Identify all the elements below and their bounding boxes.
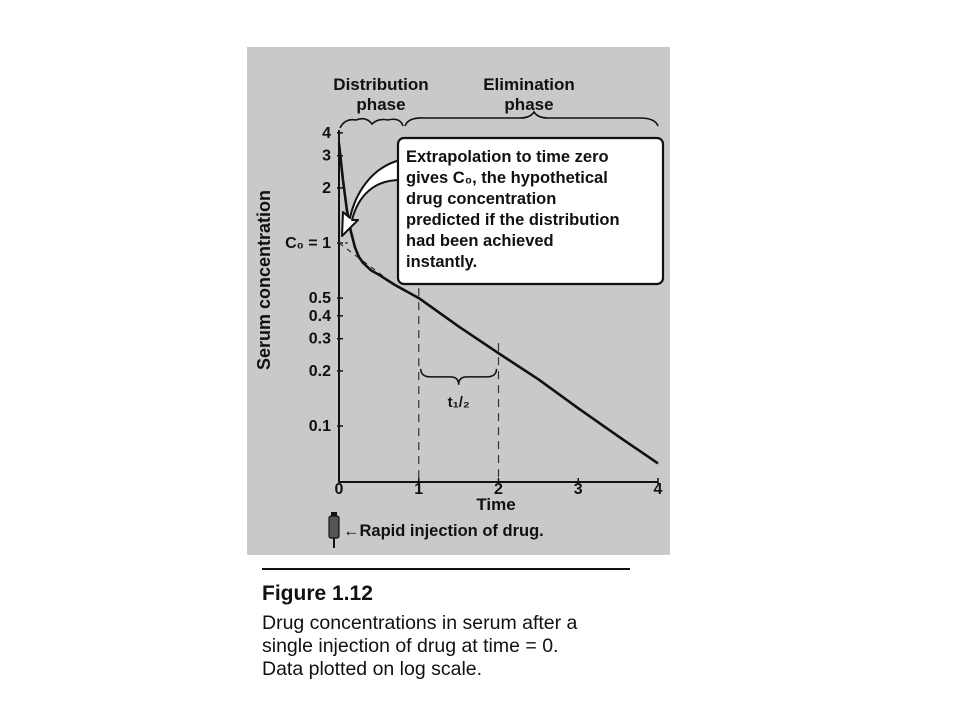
figure-title: Figure 1.12 [262,582,373,605]
callout-text-line: had been achieved [406,232,554,250]
x-tick-label: 0 [334,481,344,498]
injection-label: ←Rapid injection of drug. [343,522,544,540]
distribution-phase-label-2: phase [356,95,406,114]
y-tick-label: 0.3 [308,330,331,348]
x-tick-label: 4 [653,481,663,498]
y-tick-label: 0.5 [308,290,331,308]
syringe-barrel-icon [329,516,339,538]
y-tick-label: 0.1 [308,418,331,435]
callout-text-line: predicted if the distribution [406,211,620,229]
y-tick-label: 0.4 [308,307,331,325]
figure-rule [262,568,630,570]
y-tick-label: 3 [322,147,331,165]
caption-line-2: single injection of drug at time = 0. [262,635,559,657]
x-axis-label: Time [476,495,516,514]
x-tick-label: 3 [573,481,583,498]
y-tick-label: 2 [322,179,331,197]
distribution-phase-label-1: Distribution [333,75,429,94]
elimination-phase-label-2: phase [504,95,554,114]
callout-text-line: gives C₀, the hypothetical [406,169,608,187]
figure-caption [262,612,682,681]
y-tick-label: 4 [322,124,331,142]
callout-text-line: drug concentration [406,190,557,208]
y-tick-label: 0.2 [308,362,331,380]
y-axis-label: Serum concentration [254,189,274,371]
half-life-label: t₁/₂ [447,393,470,411]
caption-line-1: Drug concentrations in serum after a [262,612,578,634]
x-tick-label: 1 [414,481,424,498]
y-tick-label: C₀ = 1 [285,235,331,252]
caption-line-3: Data plotted on log scale. [262,658,483,680]
callout-text-line: Extrapolation to time zero [406,148,609,166]
callout-text-line: instantly. [406,253,478,271]
elimination-phase-label-1: Elimination [483,75,575,94]
x-tick-label: 2 [494,481,503,498]
